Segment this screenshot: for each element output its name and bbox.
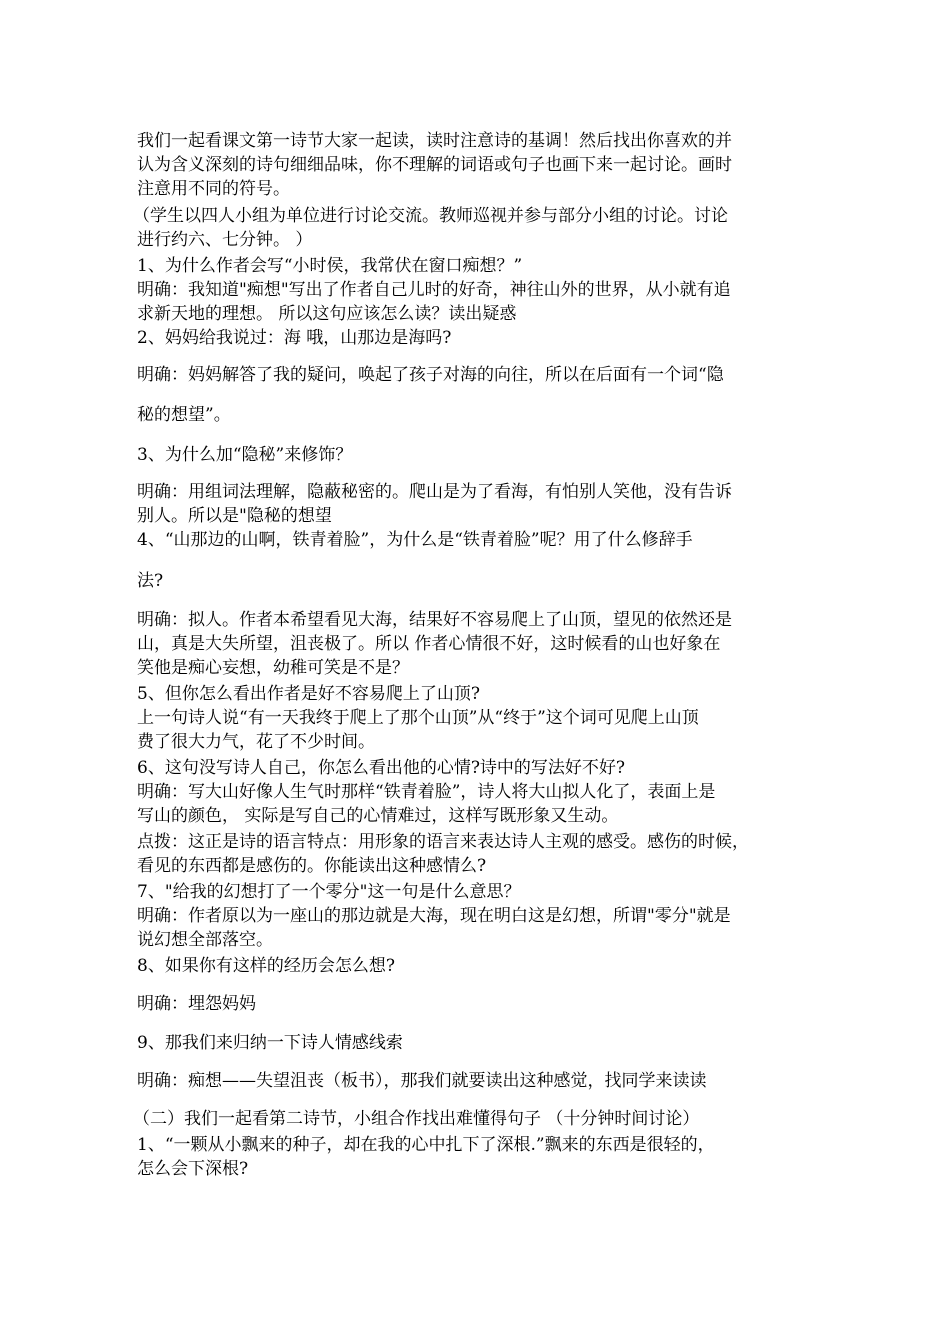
text-line: 认为含义深刻的诗句细细品味，你不理解的词语或句子也画下来一起讨论。画时 xyxy=(137,155,732,175)
text-line: 上一句诗人说“有一天我终于爬上了那个山顶”从“终于”这个词可见爬上山顶 xyxy=(137,708,699,728)
text-line: 7、"给我的幻想打了一个零分"这一句是什么意思？ xyxy=(137,882,521,902)
text-line: 明确：妈妈解答了我的疑问，唤起了孩子对海的向往，所以在后面有一个词“隐 xyxy=(137,365,724,385)
text-line: 怎么会下深根? xyxy=(137,1159,249,1179)
text-line: 注意用不同的符号。 xyxy=(137,179,290,199)
text-line: 说幻想全部落空。 xyxy=(137,930,273,950)
text-line: 明确：我知道"痴想"写出了作者自己儿时的好奇，神往山外的世界，从小就有追 xyxy=(137,280,731,300)
text-line: 明确：作者原以为一座山的那边就是大海，现在明白这是幻想，所谓"零分"就是 xyxy=(137,906,731,926)
text-line: 点拨：这正是诗的语言特点：用形象的语言来表达诗人主观的感受。感伤的时候， xyxy=(137,832,749,852)
text-line: 笑他是痴心妄想，幼稚可笑是不是？ xyxy=(137,658,409,678)
text-line: 进行约六、七分钟。 ） xyxy=(137,230,313,250)
text-line: 8、如果你有这样的经历会怎么想? xyxy=(137,956,395,976)
text-line: 2、妈妈给我说过：海 哦，山那边是海吗? xyxy=(137,328,452,348)
text-line: 别人。所以是"隐秘的想望 xyxy=(137,506,332,526)
text-line: 明确：拟人。作者本希望看见大海，结果好不容易爬上了山顶，望见的依然还是 xyxy=(137,610,732,630)
text-line: 3、为什么加“隐秘”来修饰？ xyxy=(137,445,353,465)
text-line: 1、“一颗从小飘来的种子，却在我的心中扎下了深根.”飘来的东西是很轻的， xyxy=(137,1135,715,1155)
text-line: 我们一起看课文第一诗节大家一起读，读时注意诗的基调！然后找出你喜欢的并 xyxy=(137,131,732,151)
text-line: 明确：埋怨妈妈 xyxy=(137,994,256,1014)
text-line: 秘的想望”。 xyxy=(137,405,231,425)
text-line: （学生以四人小组为单位进行讨论交流。教师巡视并参与部分小组的讨论。讨论 xyxy=(133,206,728,226)
text-line: 4、“山那边的山啊，铁青着脸”，为什么是“铁青着脸”呢？用了什么修辞手 xyxy=(137,530,693,550)
text-line: 5、但你怎么看出作者是好不容易爬上了山顶? xyxy=(137,684,480,704)
text-line: 法? xyxy=(137,571,164,591)
text-line: 1、为什么作者会写“小时侯，我常伏在窗口痴想？” xyxy=(137,256,523,276)
text-line: （二）我们一起看第二诗节，小组合作找出难懂得句子 （十分钟时间讨论） xyxy=(133,1109,700,1129)
text-line: 看见的东西都是感伤的。你能读出这种感情么? xyxy=(137,856,487,876)
text-line: 山，真是大失所望，沮丧极了。所以 作者心情很不好，这时候看的山也好象在 xyxy=(137,634,721,654)
text-line: 求新天地的理想。 所以这句应该怎么读？读出疑惑 xyxy=(137,304,517,324)
text-line: 9、那我们来归纳一下诗人情感线索 xyxy=(137,1033,403,1053)
text-line: 明确：写大山好像人生气时那样“铁青着脸”，诗人将大山拟人化了，表面上是 xyxy=(137,782,716,802)
text-line: 写山的颜色， 实际是写自己的心情难过，这样写既形象又生动。 xyxy=(137,806,619,826)
text-line: 6、这句没写诗人自己，你怎么看出他的心情?诗中的写法好不好? xyxy=(137,758,626,778)
text-line: 明确：痴想——失望沮丧（板书），那我们就要读出这种感觉，找同学来读读 xyxy=(137,1071,707,1091)
text-line: 费了很大力气，花了不少时间。 xyxy=(137,732,375,752)
text-line: 明确：用组词法理解，隐蔽秘密的。爬山是为了看海，有怕别人笑他，没有告诉 xyxy=(137,482,732,502)
